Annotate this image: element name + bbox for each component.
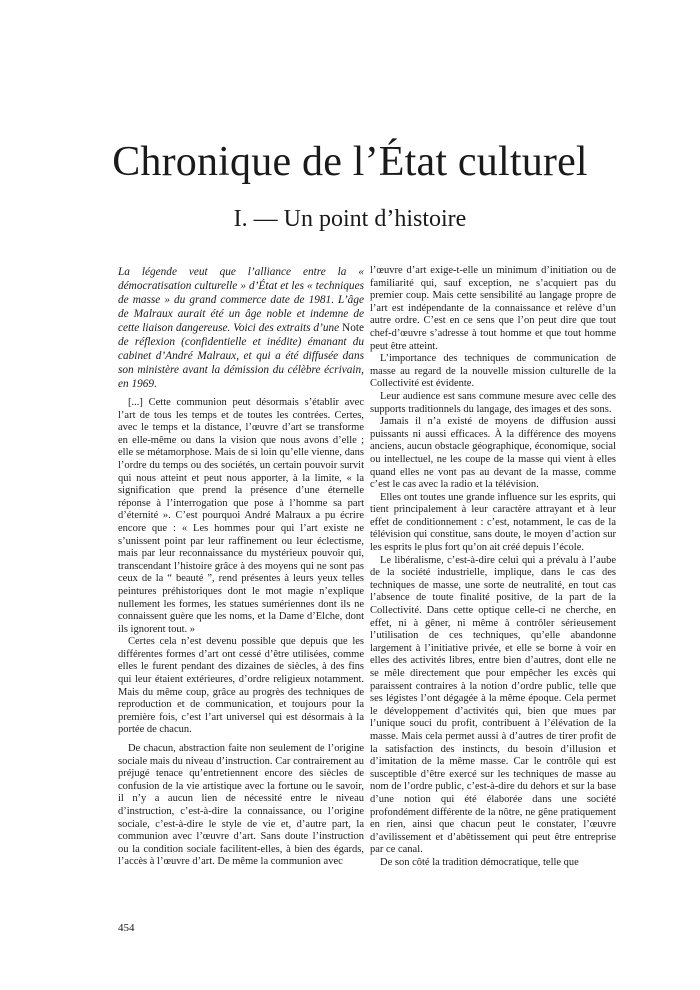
page-number: 454	[118, 922, 135, 934]
right-column	[370, 265, 616, 870]
body-paragraph: Leur audience est sans commune mesure avec celle des supports traditionnels du langage, des images et des sons.	[370, 390, 616, 415]
body-paragraph: [...] Cette communion peut désormais s’établir avec l’art de tous les temps et de toutes les contrées. Certes, avec le temps et la distance, l’œuvre d’art se transforme en elle-même ou dans la vision que nous avons d’elle ; elle se métamorphose. Mais de si loin qu’elle vienne, dans l’ordre du temps ou des sociétés, un certain pouvoir survit qui nous atteint et peut nous apporter, à la limite, « la signification que prend la présence d’une éternelle réponse à l’interrogation que pose à l’homme sa part d’éternité ». C’est pourquoi André Malraux a pu écrire encore que : « Les hommes pour qui l’art existe ne s’unissent point par leur raffinement ou leur éclectisme, mais par leur reconnaissance du mystérieux pouvoir qui, transcendant l’histoire grâce à des moyens qui ne sont pas ceux de la “ beauté ”, rend présentes à leurs yeux telles peintures préhistoriques dont le mot magie n’explique nullement les formes, les statues sumériennes dont ils ne connaissent guère que les noms, et la Dame d’Elche, dont ils ignorent tout. »	[118, 397, 364, 635]
body-paragraph: De son côté la tradition démocratique, telle que	[380, 856, 579, 868]
body-paragraph: Certes cela n’est devenu possible que depuis que les différentes formes d’art ont cessé d’être utilisées, comme elles le furent pendant des dizaines de siècles, à des fins qui leur étaient extérieures, d’ordre religieux notamment. Mais du même coup, grâce au progrès des techniques de reproduction et de communication, et toujours pour la première fois, c’est l’art universel qui est désormais à la portée de chacun.	[118, 636, 364, 736]
left-column	[118, 265, 364, 869]
page-title: Chronique de l’État culturel	[112, 139, 588, 185]
intro-paragraph	[118, 265, 364, 391]
body-paragraph: De chacun, abstraction faite non seulement de l’origine sociale mais du niveau d’instruction. Car contrairement au préjugé tenace qu’entretiennent encore des siècles de confusion de la vie artistique avec la fortune ou le savoir, il n’y a aucun lien de nécessité entre le niveau d’instruction, c’est-à-dire la connaissance, ou l’origine sociale, c’est-à-dire le style de vie et, d’autre part, la communion avec l’œuvre d’art. Sans doute l’instruction ou la condition sociale facilitent-elles, à bien des égards, l’accès à l’œuvre d’art. De même la communion avec	[118, 743, 364, 868]
body-paragraph: Le libéralisme, c’est-à-dire celui qui a prévalu à l’aube de la société industrielle, implique, dans le cas des techniques de masse, une sorte de neutralité, en tout cas l’absence de toute finalité positive, de la part de la Collectivité. Dans cette optique celle-ci ne cherche, en effet, ni à gêner, ni même à contrôler sérieusement l’utilisation de ces techniques, qu’elle abandonne largement à l’initiative privée, et elle se borne à voir en elles des activités libres, entre bien d’autres, dont elle ne se mêle directement que pour empêcher les excès qui paraissent contraires à la notion d’ordre public, telle que ses légistes l’ont dégagée à la même époque. Cela permet le développement d’activités qui, bien que mues par l’unique souci du profit, contribuent à l’élévation de la masse. Mais cela permet aussi à d’autres de tirer profit de la satisfaction des instincts, du besoin d’illusion et d’imitation de la même masse. Car le contrôle qui est susceptible d’être exercé sur les techniques de masse au nom de l’ordre public, c’est-à-dire du dehors et sur la base d’une notion qui été élaborée dans une société profondément différente de la nôtre, ne gêne pratiquement en rien, ainsi que chacun peut le constater, l’œuvre d’avilissement et d’abêtissement qui peut être entreprise par ce canal.	[370, 554, 616, 856]
body-paragraph: L’importance des techniques de communication de masse au regard de la nouvelle mission culturelle de la Collectivité est évidente.	[370, 353, 616, 390]
intro-text-part2: de réflexion (confidentielle et inédite) émanant du cabinet d’André Malraux, et qui a été diffusée dans son ministère avant la démission du célèbre écrivain, en 1969.	[118, 336, 364, 390]
body-paragraph: Elles ont toutes une grande influence sur les esprits, qui tient principalement à leur caractère attrayant et à leur effet de conditionnement : c’est, notamment, le cas de la télévision qui constitue, sans doute, le moyen d’action sur les esprits le plus fort qu’on ait créé depuis l’école.	[370, 491, 616, 554]
intro-text-part1: La légende veut que l’alliance entre la « démocratisation culturelle » d’État et les « techniques de masse » du grand commerce date de 1981. L’âge de Malraux aurait été un âge noble et indemne de cette liaison dangereuse. Voici des extraits d’une	[118, 266, 364, 334]
body-paragraph: Jamais il n’a existé de moyens de diffusion aussi puissants ni aussi efficaces. À la différence des moyens anciens, aucun obstacle géographique, économique, social ou intellectuel, ne les coupe de la masse qui vient à elles quand elles ne vont pas au devant de la masse, comme c’est le cas avec la radio et la télévision.	[370, 416, 616, 491]
intro-note-word: Note	[342, 322, 364, 334]
body-paragraph: l’œuvre d’art exige-t-elle un minimum d’initiation ou de familiarité qui, sauf exception, ne s’acquiert pas du premier coup. Mais cette sensibilité au langage propre de l’art est indépendante de la connaissance et relève d’un autre ordre. C’est en ce sens que l’on peut dire que tout chef-d’œuvre s’adresse à tout homme et que tout homme peut être atteint.	[370, 265, 616, 352]
section-title: I. — Un point d’histoire	[233, 206, 467, 232]
